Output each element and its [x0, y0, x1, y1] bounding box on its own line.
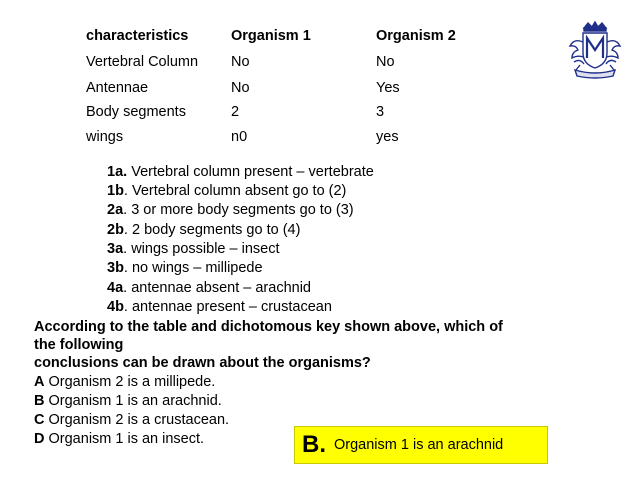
option-text: Organism 1 is an arachnid.: [44, 393, 222, 409]
option-text: Organism 2 is a crustacean.: [44, 412, 230, 428]
answer-option-a: [34, 374, 215, 390]
key-code: 1b: [107, 183, 124, 199]
answer-letter: B.: [302, 431, 326, 458]
table-cell: No: [376, 54, 395, 70]
key-code: 3a: [107, 241, 124, 257]
table-cell: Yes: [376, 80, 400, 96]
table-cell: 2: [231, 104, 240, 120]
option-letter: B: [34, 393, 45, 409]
key-step: [107, 260, 263, 276]
table-cell: 3: [376, 104, 385, 120]
table-cell: No: [231, 54, 250, 70]
key-text: . 2 body segments go to (4): [123, 222, 301, 238]
key-step: [107, 164, 374, 180]
table-header-organism-2: Organism 2: [376, 28, 456, 44]
table-header-characteristics: characteristics: [86, 28, 189, 44]
table-cell: n0: [231, 129, 248, 145]
question-line: the following: [34, 337, 124, 353]
key-code: 2b: [107, 222, 124, 238]
key-step: [107, 280, 311, 296]
answer-option-c: [34, 412, 229, 428]
table-cell: Antennae: [86, 80, 149, 96]
answer-option-b: [34, 393, 222, 409]
option-text: Organism 1 is an insect.: [44, 431, 205, 447]
option-letter: A: [34, 374, 45, 390]
table-cell: wings: [86, 129, 124, 145]
key-code: 1a.: [107, 164, 128, 180]
answer-text: Organism 1 is an arachnid: [334, 437, 504, 453]
key-code: 4a: [107, 280, 124, 296]
key-step: [107, 202, 354, 218]
question-line: conclusions can be drawn about the organisms?: [34, 355, 371, 371]
key-code: 4b: [107, 299, 124, 315]
key-code: 3b: [107, 260, 124, 276]
key-step: [107, 183, 346, 199]
question-line: According to the table and dichotomous key shown above, which of: [34, 319, 503, 335]
option-text: Organism 2 is a millipede.: [44, 374, 216, 390]
crest-icon: [566, 20, 624, 82]
key-text: . Vertebral column absent go to (2): [123, 183, 347, 199]
key-text: . antennae present – crustacean: [123, 299, 332, 315]
key-text: . antennae absent – arachnid: [123, 280, 311, 296]
answer-option-d: [34, 431, 204, 447]
table-cell: No: [231, 80, 250, 96]
key-text: Vertebral column present – vertebrate: [127, 164, 374, 180]
table-cell: Vertebral Column: [86, 54, 199, 70]
table-cell: yes: [376, 129, 399, 145]
correct-answer-box: [294, 426, 548, 464]
table-cell: Body segments: [86, 104, 186, 120]
key-step: [107, 299, 332, 315]
option-letter: D: [34, 431, 45, 447]
key-step: [107, 241, 280, 257]
key-text: . wings possible – insect: [123, 241, 280, 257]
key-step: [107, 222, 300, 238]
option-letter: C: [34, 412, 45, 428]
key-text: . 3 or more body segments go to (3): [123, 202, 354, 218]
key-text: . no wings – millipede: [123, 260, 263, 276]
table-header-organism-1: Organism 1: [231, 28, 311, 44]
key-code: 2a: [107, 202, 124, 218]
